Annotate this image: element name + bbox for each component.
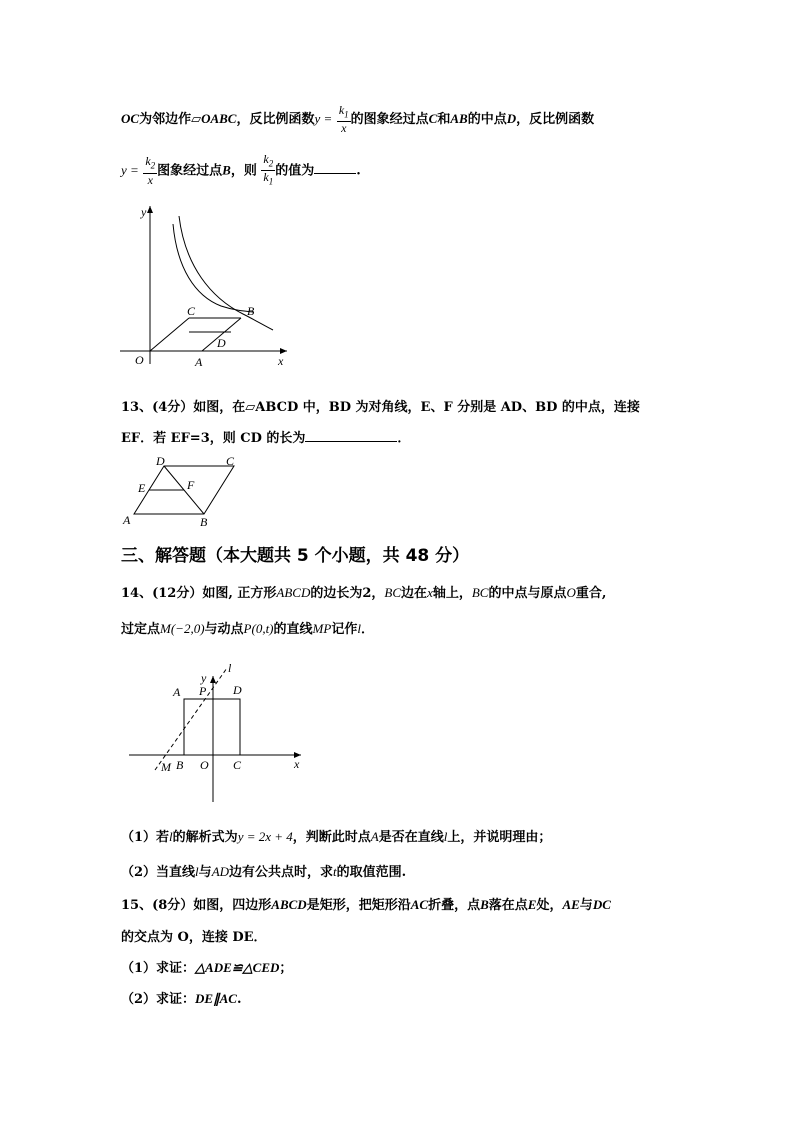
q12-text: 的值为: [275, 163, 315, 179]
fig13-a-label: A: [123, 513, 131, 527]
q12-text: ，则: [230, 163, 257, 179]
fig14-a-label: A: [173, 685, 181, 699]
k1-over-x-fraction: $\frac{k_1}{x}$: [338, 103, 349, 136]
fig14-y-label: y: [201, 671, 207, 685]
fig12-y-label: y: [141, 205, 147, 219]
k2-over-x-fraction: $\frac{k_2}{x}$: [145, 154, 156, 187]
q12-answer-blank[interactable]: [314, 173, 356, 174]
q12-oabc: OABC: [201, 111, 237, 127]
fig14-l-label: l: [228, 661, 232, 675]
q12-text: ，反比例函数: [516, 112, 595, 128]
q12-text: 的图象经过点: [350, 112, 429, 128]
fig14-d-label: D: [233, 683, 242, 697]
fig12-o-label: O: [135, 353, 144, 367]
q14-line2: 过定点M(−2,0)与动点P(0,t)的直线MP记作l．: [121, 621, 374, 637]
q15-line1: 15、(8分）如图，四边形ABCD是矩形，把矩形沿AC折叠，点B落在点E处，AE与DC: [121, 897, 611, 913]
q12-yeq2: y =: [121, 162, 139, 178]
q15-sub2: （2）求证：DE∥AC.: [121, 991, 242, 1007]
q13-line1: 13、(4分）如图，在▱ABCD 中，BD 为对角线，E、F 分别是 AD、BD 的中点，连接: [121, 400, 640, 415]
fig13-d-label: D: [156, 454, 165, 468]
q12-yeq: y =: [314, 111, 333, 127]
q12-text: 图象经过点: [157, 163, 223, 179]
q15-line2: 的交点为 O，连接 DE．: [121, 930, 267, 945]
k2-over-k1-fraction: $\frac{k_2}{k_1}$: [263, 152, 274, 187]
q12-text: 和: [437, 112, 451, 128]
fig14-m-label: M: [161, 760, 171, 774]
q12-pt-d: D: [506, 111, 517, 127]
fig12-a-label: A: [195, 355, 203, 369]
fig12-x-label: x: [278, 354, 284, 368]
fig14-p-label: P: [199, 684, 207, 698]
q12-text: 的中点: [467, 112, 507, 128]
fig14-o-label: O: [200, 758, 209, 772]
q13-text: EF．若 EF=3，则 CD 的长为: [121, 431, 306, 446]
q12-text: 为邻边作▱: [139, 112, 202, 128]
section-3-heading: 三、解答题（本大题共 5 个小题，共 48 分）: [121, 546, 470, 566]
figure-q14: [125, 660, 310, 805]
fig13-b-label: B: [200, 515, 208, 529]
figure-q13: [118, 452, 248, 532]
fig12-c-label: C: [187, 304, 196, 318]
fig13-f-label: F: [187, 478, 195, 492]
q12-pt-b: B: [222, 162, 231, 178]
q15-sub1: （1）求证：△ADE≌△CED；: [121, 960, 293, 976]
q12-pt-c: C: [428, 111, 438, 127]
q12-text: ，反比例函数: [236, 112, 315, 128]
fig14-c-label: C: [233, 758, 242, 772]
q14-line1: 14、(12分）如图, 正方形ABCD的边长为2，BC边在x轴上，BC的中点与原点O重合,: [121, 585, 607, 601]
q12-ab: AB: [450, 111, 468, 127]
fig13-e-label: E: [138, 481, 146, 495]
q13-answer-blank[interactable]: [305, 441, 397, 442]
q13-text: ．: [397, 431, 411, 446]
q12-line2: [121, 153, 361, 189]
fig14-b-label: B: [176, 758, 184, 772]
q13-line2: [121, 427, 410, 446]
figure-q12: [115, 198, 295, 370]
q12-line1: [121, 104, 594, 135]
fig13-c-label: C: [226, 454, 235, 468]
fig14-x-label: x: [294, 757, 300, 771]
q14-sub2: （2）当直线l与AD边有公共点时，求t的取值范围.: [121, 864, 407, 880]
fig12-b-label: B: [247, 304, 255, 318]
q12-text: .: [356, 163, 361, 179]
fig12-d-label: D: [217, 336, 226, 350]
q14-sub1: （1）若l的解析式为y = 2x + 4，判断此时点A是否在直线l上，并说明理由；: [121, 829, 552, 845]
q12-oc: OC: [121, 111, 140, 127]
